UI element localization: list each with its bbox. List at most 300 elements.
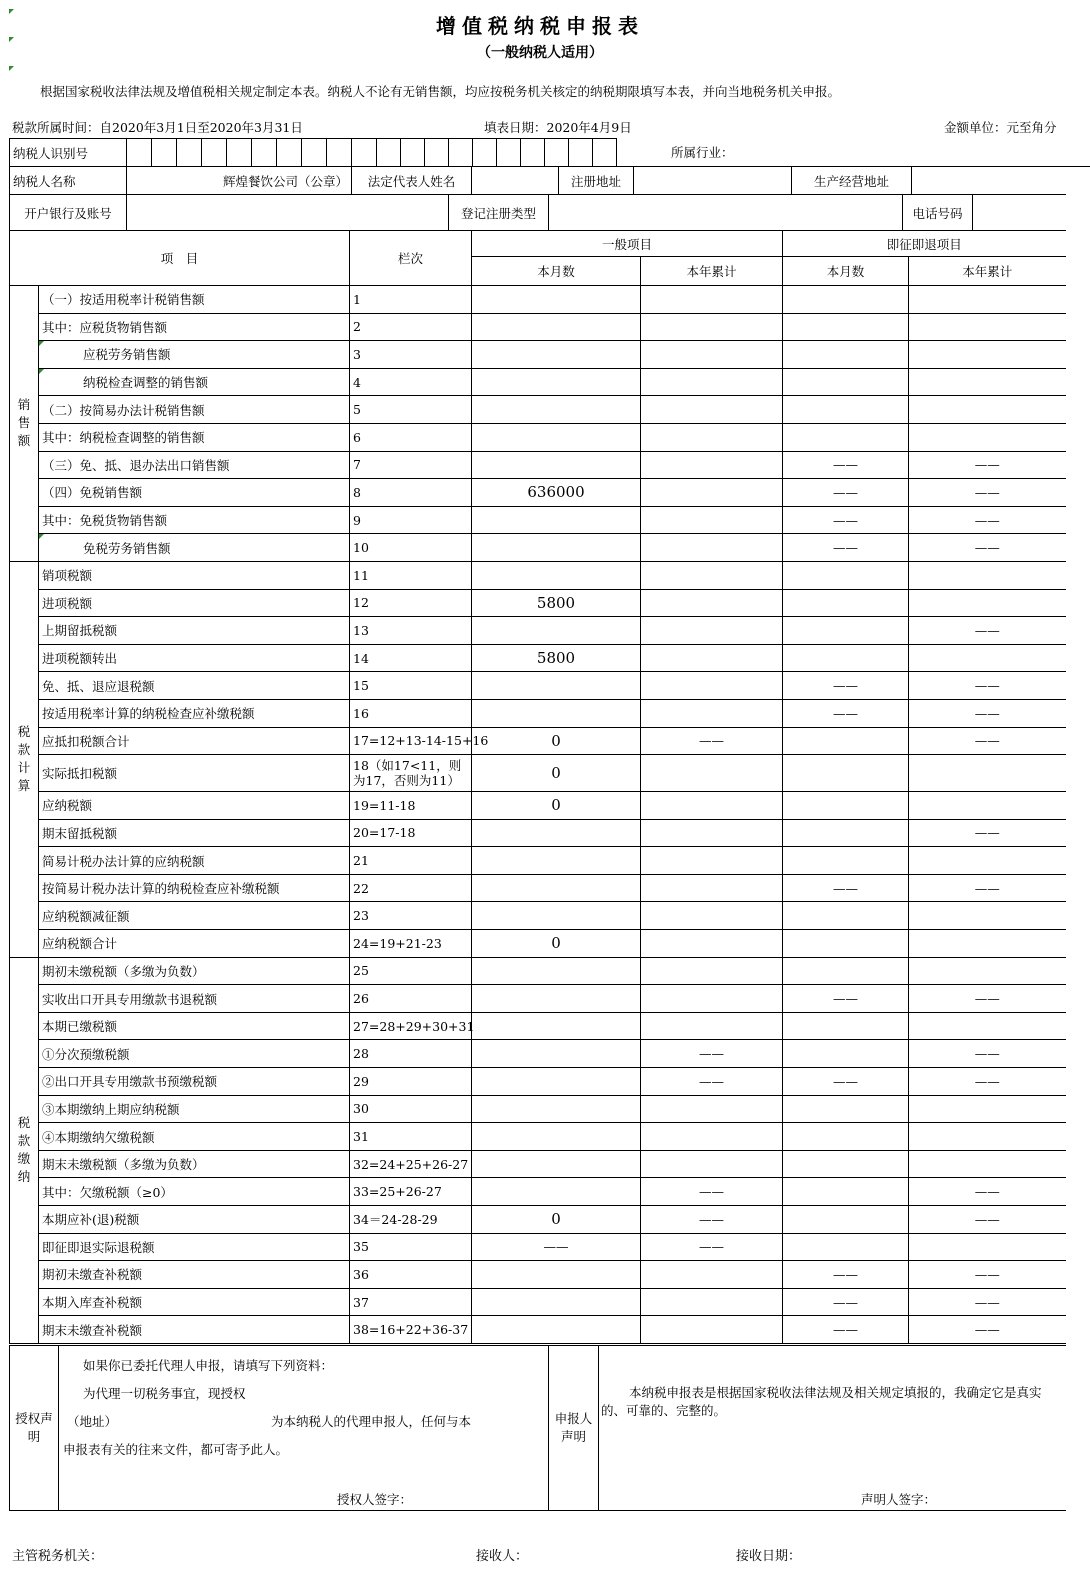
general-year-cell[interactable] xyxy=(641,1261,783,1289)
row-item-label: 进项税额 xyxy=(39,589,350,617)
immediate-month-cell: —— xyxy=(783,506,909,534)
immediate-year-cell: —— xyxy=(909,819,1066,847)
table-row xyxy=(10,699,1066,727)
immediate-year-cell[interactable] xyxy=(909,368,1066,396)
auth-line-1: 如果你已委托代理人申报，请填写下列资料： xyxy=(83,1358,334,1373)
general-year-cell[interactable] xyxy=(641,396,783,424)
general-year-cell: —— xyxy=(641,1206,783,1234)
table-row xyxy=(10,341,1066,369)
row-line-number: 23 xyxy=(350,902,472,930)
row-item-label: 应纳税额 xyxy=(39,792,350,820)
table-row xyxy=(10,1178,1066,1206)
general-header: 一般项目 xyxy=(472,231,783,257)
row-item-label: （一）按适用税率计税销售额 xyxy=(39,286,350,314)
taxpayer-id-label: 纳税人识别号 xyxy=(10,139,127,167)
auth-declaration-box xyxy=(59,1346,549,1511)
immediate-year-cell[interactable] xyxy=(909,1012,1066,1040)
auth-line-2: 为代理一切税务事宜，现授权 xyxy=(83,1386,246,1401)
general-year-cell[interactable] xyxy=(641,792,783,820)
immediate-year-cell: —— xyxy=(909,1261,1066,1289)
general-year-cell[interactable] xyxy=(641,1123,783,1151)
industry-label: 所属行业： xyxy=(671,145,734,161)
immediate-month-cell[interactable] xyxy=(783,644,909,672)
row-line-number: 9 xyxy=(350,506,472,534)
row-line-number: 4 xyxy=(350,368,472,396)
general-month-cell: —— xyxy=(472,1233,641,1261)
immediate-year-cell: —— xyxy=(909,874,1066,902)
applicant-text: 本纳税申报表是根据国家税收法律法规及相关规定填报的，我确定它是真实的、可靠的、完整的。 xyxy=(601,1385,1042,1418)
row-line-number: 33=25+26-27 xyxy=(350,1178,472,1206)
immediate-month-cell: —— xyxy=(783,985,909,1013)
row-item-label: ①分次预缴税额 xyxy=(39,1040,350,1068)
taxpayer-id-digit[interactable] xyxy=(569,139,593,167)
general-month-cell[interactable] xyxy=(472,672,641,700)
immediate-month-cell[interactable] xyxy=(783,286,909,314)
general-month-cell[interactable]: 0 xyxy=(472,930,641,958)
table-row xyxy=(10,561,1066,589)
applicant-declaration-label: 申报人声明 xyxy=(549,1346,599,1511)
taxpayer-id-digit[interactable] xyxy=(152,139,177,167)
row-item-label: 简易计税办法计算的应纳税额 xyxy=(39,847,350,875)
row-line-number: 29 xyxy=(350,1068,472,1096)
row-line-number: 14 xyxy=(350,644,472,672)
immediate-month-cell[interactable] xyxy=(783,423,909,451)
general-year-cell[interactable] xyxy=(641,561,783,589)
general-year-cell[interactable] xyxy=(641,534,783,562)
general-year-cell[interactable] xyxy=(641,506,783,534)
general-year-cell[interactable] xyxy=(641,1012,783,1040)
row-item-label xyxy=(39,368,350,396)
taxpayer-id-digit[interactable] xyxy=(593,139,617,167)
immediate-month-cell[interactable] xyxy=(783,368,909,396)
taxpayer-id-digit[interactable] xyxy=(227,139,252,167)
immediate-year-cell[interactable] xyxy=(909,930,1066,958)
taxpayer-id-digit[interactable] xyxy=(177,139,202,167)
immediate-year-cell[interactable] xyxy=(909,902,1066,930)
row-line-number: 10 xyxy=(350,534,472,562)
general-month-cell[interactable] xyxy=(472,341,641,369)
immediate-month-cell: —— xyxy=(783,874,909,902)
table-row xyxy=(10,985,1066,1013)
cell-mark-icon xyxy=(39,341,44,346)
immediate-year-cell[interactable] xyxy=(909,313,1066,341)
row-item-label: 期末未缴查补税额 xyxy=(39,1316,350,1344)
taxpayer-id-digit[interactable] xyxy=(352,139,377,167)
group-label-calc: 税款计算 xyxy=(10,561,39,957)
general-year-cell[interactable] xyxy=(641,286,783,314)
immediate-year-cell[interactable] xyxy=(909,589,1066,617)
table-row xyxy=(10,1206,1066,1234)
general-year-cell[interactable] xyxy=(641,902,783,930)
taxpayer-id-digit[interactable] xyxy=(127,139,152,167)
immediate-month-cell[interactable] xyxy=(783,792,909,820)
general-year-cell[interactable] xyxy=(641,874,783,902)
immediate-year-cell: —— xyxy=(909,672,1066,700)
general-month-cell[interactable] xyxy=(472,985,641,1013)
row-line-number: 12 xyxy=(350,589,472,617)
immediate-month-cell: —— xyxy=(783,534,909,562)
immediate-month-cell[interactable] xyxy=(783,755,909,792)
row-item-label: 其中：免税货物销售额 xyxy=(39,506,350,534)
general-month-cell[interactable] xyxy=(472,534,641,562)
general-month-cell[interactable] xyxy=(472,561,641,589)
auth-address-label: （地址） xyxy=(67,1414,118,1429)
general-year-cell[interactable] xyxy=(641,1150,783,1178)
row-line-number: 36 xyxy=(350,1261,472,1289)
immediate-month-cell: —— xyxy=(783,1288,909,1316)
row-item-label: 应纳税额合计 xyxy=(39,930,350,958)
general-year-cell[interactable] xyxy=(641,423,783,451)
general-month-cell[interactable]: 0 xyxy=(472,792,641,820)
general-month-cell[interactable] xyxy=(472,1316,641,1344)
row-line-number: 38=16+22+36-37 xyxy=(350,1316,472,1344)
form-title: 增值税纳税申报表 xyxy=(436,14,644,38)
general-year-cell[interactable] xyxy=(641,755,783,792)
immediate-month-cell: —— xyxy=(783,1068,909,1096)
auth-signature[interactable]: 授权人签字： xyxy=(337,1492,413,1507)
general-month-cell[interactable] xyxy=(472,368,641,396)
immediate-month-cell[interactable] xyxy=(783,930,909,958)
immediate-month-cell[interactable] xyxy=(783,1206,909,1234)
general-month-cell[interactable] xyxy=(472,617,641,645)
immediate-year-cell: —— xyxy=(909,451,1066,479)
row-item-label: 实收出口开具专用缴款书退税额 xyxy=(39,985,350,1013)
general-year-cell[interactable] xyxy=(641,819,783,847)
table-row xyxy=(10,1123,1066,1151)
row-item-label: 期初未缴查补税额 xyxy=(39,1261,350,1289)
general-month-cell[interactable] xyxy=(472,1040,641,1068)
general-year-cell[interactable] xyxy=(641,1095,783,1123)
row-line-number: 11 xyxy=(350,561,472,589)
taxpayer-id-digit[interactable] xyxy=(202,139,227,167)
biz-address-input[interactable] xyxy=(912,167,1066,195)
general-year-cell: —— xyxy=(641,1068,783,1096)
immediate-year-cell[interactable] xyxy=(909,755,1066,792)
immediate-year-cell: —— xyxy=(909,1040,1066,1068)
row-line-number: 21 xyxy=(350,847,472,875)
reg-type-input[interactable] xyxy=(549,195,903,231)
general-month-cell[interactable] xyxy=(472,902,641,930)
immediate-month-cell[interactable] xyxy=(783,617,909,645)
phone-label: 电话号码 xyxy=(903,195,973,231)
table-row xyxy=(10,957,1066,985)
taxpayer-id-digit[interactable] xyxy=(377,139,401,167)
row-line-number: 16 xyxy=(350,699,472,727)
immediate-month-cell[interactable] xyxy=(783,957,909,985)
taxpayer-id-digit[interactable] xyxy=(277,139,302,167)
row-item-label: 应纳税额减征额 xyxy=(39,902,350,930)
general-year-cell[interactable] xyxy=(641,341,783,369)
immediate-month-cell[interactable] xyxy=(783,396,909,424)
row-line-number: 31 xyxy=(350,1123,472,1151)
table-row xyxy=(10,368,1066,396)
general-month-cell[interactable] xyxy=(472,451,641,479)
bank-label: 开户银行及账号 xyxy=(10,195,127,231)
tax-authority: 主管税务机关： xyxy=(12,1549,104,1564)
general-year-cell[interactable] xyxy=(641,313,783,341)
table-row xyxy=(10,1012,1066,1040)
immediate-year-cell[interactable] xyxy=(909,561,1066,589)
immediate-year-cell[interactable] xyxy=(909,644,1066,672)
row-line-number: 7 xyxy=(350,451,472,479)
immediate-month-cell[interactable] xyxy=(783,561,909,589)
row-line-number: 1 xyxy=(350,286,472,314)
immediate-year-cell[interactable] xyxy=(909,847,1066,875)
table-row xyxy=(10,534,1066,562)
taxpayer-id-digit[interactable] xyxy=(449,139,473,167)
table-row xyxy=(10,506,1066,534)
row-item-label: 期末未缴税额（多缴为负数） xyxy=(39,1150,350,1178)
immediate-month-cell[interactable] xyxy=(783,1012,909,1040)
general-month-header: 本月数 xyxy=(472,257,641,286)
row-item-label: 其中：欠缴税额（≥0） xyxy=(39,1178,350,1206)
table-row xyxy=(10,286,1066,314)
row-item-label xyxy=(39,341,350,369)
row-item-text: 应税劳务销售额 xyxy=(83,347,171,363)
table-row xyxy=(10,617,1066,645)
row-line-number: 37 xyxy=(350,1288,472,1316)
applicant-declaration-box xyxy=(599,1346,1066,1511)
taxpayer-id-digit[interactable] xyxy=(327,139,352,167)
tax-period: 税款所属时间：自2020年3月1日至2020年3月31日 xyxy=(12,120,303,135)
general-month-cell[interactable] xyxy=(472,1288,641,1316)
biz-address-label: 生产经营地址 xyxy=(792,167,912,195)
receiver: 接收人： xyxy=(476,1549,529,1564)
immediate-month-cell: —— xyxy=(783,479,909,507)
row-line-number: 34＝24-28-29 xyxy=(350,1206,472,1234)
item-header: 项 目 xyxy=(10,231,350,286)
cell-mark-icon xyxy=(39,369,44,374)
row-item-label: ④本期缴纳欠缴税额 xyxy=(39,1123,350,1151)
immediate-year-cell[interactable] xyxy=(909,1095,1066,1123)
immediate-month-cell[interactable] xyxy=(783,819,909,847)
general-year-cell[interactable] xyxy=(641,672,783,700)
general-month-cell[interactable] xyxy=(472,957,641,985)
bank-info-table xyxy=(9,194,1066,231)
row-line-number: 8 xyxy=(350,479,472,507)
general-month-cell[interactable] xyxy=(472,396,641,424)
group-label-payment: 税款缴纳 xyxy=(10,957,39,1343)
row-item-label: 实际抵扣税额 xyxy=(39,755,350,792)
row-item-label: ②出口开具专用缴款书预缴税额 xyxy=(39,1068,350,1096)
general-month-cell[interactable] xyxy=(472,1261,641,1289)
form-subtitle: （一般纳税人适用） xyxy=(477,45,603,61)
auth-line-4: 申报表有关的往来文件，都可寄予此人。 xyxy=(63,1442,289,1457)
row-item-label xyxy=(39,534,350,562)
immediate-month-cell[interactable] xyxy=(783,1178,909,1206)
taxpayer-id-digit[interactable] xyxy=(425,139,449,167)
general-year-cell[interactable] xyxy=(641,589,783,617)
immediate-year-cell: —— xyxy=(909,727,1066,755)
general-month-cell[interactable] xyxy=(472,819,641,847)
table-row xyxy=(10,792,1066,820)
general-month-cell[interactable] xyxy=(472,699,641,727)
row-line-number: 27=28+29+30+31 xyxy=(350,1012,472,1040)
row-line-number: 25 xyxy=(350,957,472,985)
immediate-year-cell[interactable] xyxy=(909,1233,1066,1261)
immediate-month-cell[interactable] xyxy=(783,313,909,341)
cell-mark-icon xyxy=(39,534,44,539)
table-row xyxy=(10,874,1066,902)
general-year-cell[interactable] xyxy=(641,479,783,507)
general-month-cell[interactable]: 0 xyxy=(472,1206,641,1234)
general-month-cell[interactable]: 5800 xyxy=(472,589,641,617)
row-item-label: 期末留抵税额 xyxy=(39,819,350,847)
table-row xyxy=(10,930,1066,958)
general-year-cell[interactable] xyxy=(641,617,783,645)
immediate-month-cell[interactable] xyxy=(783,589,909,617)
row-item-label: 本期应补(退)税额 xyxy=(39,1206,350,1234)
general-year-cell: —— xyxy=(641,1178,783,1206)
general-year-cell[interactable] xyxy=(641,368,783,396)
tax-return-table xyxy=(9,230,1066,1344)
general-year-cell[interactable] xyxy=(641,930,783,958)
legal-rep-input[interactable] xyxy=(472,167,559,195)
general-month-cell[interactable] xyxy=(472,286,641,314)
row-item-label: 应抵扣税额合计 xyxy=(39,727,350,755)
general-year-cell: —— xyxy=(641,1233,783,1261)
immediate-year-cell[interactable] xyxy=(909,341,1066,369)
immediate-year-cell: —— xyxy=(909,617,1066,645)
general-month-cell[interactable]: 0 xyxy=(472,727,641,755)
table-row xyxy=(10,644,1066,672)
row-item-label: （四）免税销售额 xyxy=(39,479,350,507)
legal-rep-label: 法定代表人姓名 xyxy=(352,167,472,195)
industry-field[interactable] xyxy=(617,139,1090,167)
row-item-text: 纳税检查调整的销售额 xyxy=(83,375,209,391)
immediate-year-cell[interactable] xyxy=(909,423,1066,451)
taxpayer-id-digit[interactable] xyxy=(302,139,327,167)
auth-line-3: 为本纳税人的代理申报人，任何与本 xyxy=(271,1414,472,1429)
row-item-label: （三）免、抵、退办法出口销售额 xyxy=(39,451,350,479)
taxpayer-id-digit[interactable] xyxy=(473,139,497,167)
immediate-year-cell[interactable] xyxy=(909,957,1066,985)
general-year-cell[interactable] xyxy=(641,644,783,672)
immediate-month-cell[interactable] xyxy=(783,902,909,930)
immediate-year-cell: —— xyxy=(909,985,1066,1013)
general-year-cell[interactable] xyxy=(641,1288,783,1316)
row-item-label: 其中：应税货物销售额 xyxy=(39,313,350,341)
immediate-year-cell: —— xyxy=(909,1316,1066,1344)
immediate-year-cell[interactable] xyxy=(909,1150,1066,1178)
phone-input[interactable] xyxy=(973,195,1066,231)
general-year-header: 本年累计 xyxy=(641,257,783,286)
bank-input[interactable] xyxy=(127,195,449,231)
form-intro: 根据国家税收法律法规及增值税相关规定制定本表。纳税人不论有无销售额，均应按税务机关核定的纳税期限填写本表，并向当地税务机关申报。 xyxy=(40,84,841,99)
taxpayer-id-digit[interactable] xyxy=(545,139,569,167)
taxpayer-id-digit[interactable] xyxy=(521,139,545,167)
immediate-year-cell: —— xyxy=(909,479,1066,507)
immediate-month-cell[interactable] xyxy=(783,1233,909,1261)
general-year-cell[interactable] xyxy=(641,699,783,727)
row-line-number: 17=12+13-14-15+16 xyxy=(350,727,472,755)
immediate-month-cell[interactable] xyxy=(783,847,909,875)
general-month-cell[interactable] xyxy=(472,874,641,902)
immediate-month-cell[interactable] xyxy=(783,1040,909,1068)
row-line-number: 13 xyxy=(350,617,472,645)
general-month-cell[interactable] xyxy=(472,1123,641,1151)
immediate-year-cell[interactable] xyxy=(909,1123,1066,1151)
row-line-number: 18（如17<11，则为17，否则为11） xyxy=(350,755,472,792)
table-row xyxy=(10,313,1066,341)
table-row xyxy=(10,1068,1066,1096)
immediate-year-cell[interactable] xyxy=(909,792,1066,820)
table-row xyxy=(10,589,1066,617)
row-item-label: 本期已缴税额 xyxy=(39,1012,350,1040)
table-row xyxy=(10,479,1066,507)
immediate-year-cell: —— xyxy=(909,1288,1066,1316)
taxpayer-id-digit[interactable] xyxy=(497,139,521,167)
table-row xyxy=(10,1233,1066,1261)
immediate-year-cell[interactable] xyxy=(909,286,1066,314)
reg-address-input[interactable] xyxy=(634,167,792,195)
general-month-cell[interactable] xyxy=(472,847,641,875)
general-year-cell[interactable] xyxy=(641,1316,783,1344)
general-month-cell[interactable] xyxy=(472,1178,641,1206)
immediate-month-header: 本月数 xyxy=(783,257,909,286)
immediate-month-cell[interactable] xyxy=(783,1095,909,1123)
immediate-month-cell: —— xyxy=(783,1316,909,1344)
row-item-label: 期初未缴税额（多缴为负数） xyxy=(39,957,350,985)
general-year-cell[interactable] xyxy=(641,451,783,479)
taxpayer-id-digit[interactable] xyxy=(401,139,425,167)
row-line-number: 5 xyxy=(350,396,472,424)
row-line-number: 28 xyxy=(350,1040,472,1068)
row-line-number: 15 xyxy=(350,672,472,700)
general-year-cell[interactable] xyxy=(641,985,783,1013)
general-month-cell[interactable]: 0 xyxy=(472,755,641,792)
immediate-month-cell[interactable] xyxy=(783,1150,909,1178)
table-row xyxy=(10,902,1066,930)
fill-date: 填表日期：2020年4月9日 xyxy=(484,120,632,135)
general-month-cell[interactable] xyxy=(472,313,641,341)
row-item-label: 上期留抵税额 xyxy=(39,617,350,645)
row-item-label: ③本期缴纳上期应纳税额 xyxy=(39,1095,350,1123)
row-line-number: 2 xyxy=(350,313,472,341)
row-item-label: 其中：纳税检查调整的销售额 xyxy=(39,423,350,451)
general-month-cell[interactable] xyxy=(472,1095,641,1123)
table-row xyxy=(10,1261,1066,1289)
general-year-cell[interactable] xyxy=(641,847,783,875)
amount-unit: 金额单位：元至角分 xyxy=(944,120,1057,135)
row-item-label: 本期入库查补税额 xyxy=(39,1288,350,1316)
declaration-table xyxy=(9,1345,1066,1511)
immediate-month-cell[interactable] xyxy=(783,727,909,755)
general-month-cell[interactable] xyxy=(472,1150,641,1178)
reg-type-label: 登记注册类型 xyxy=(449,195,549,231)
row-item-label: 免、抵、退应退税额 xyxy=(39,672,350,700)
immediate-year-cell[interactable] xyxy=(909,396,1066,424)
row-line-number: 30 xyxy=(350,1095,472,1123)
general-month-cell[interactable] xyxy=(472,1012,641,1040)
general-month-cell[interactable] xyxy=(472,506,641,534)
table-row xyxy=(10,847,1066,875)
row-line-number: 35 xyxy=(350,1233,472,1261)
applicant-signature[interactable]: 声明人签字： xyxy=(861,1492,937,1507)
taxpayer-name-value[interactable]: 辉煌餐饮公司（公章） xyxy=(127,167,352,195)
row-item-label: 进项税额转出 xyxy=(39,644,350,672)
taxpayer-id-digit[interactable] xyxy=(252,139,277,167)
immediate-year-cell: —— xyxy=(909,534,1066,562)
row-line-number: 6 xyxy=(350,423,472,451)
general-month-cell[interactable] xyxy=(472,423,641,451)
general-year-cell[interactable] xyxy=(641,957,783,985)
immediate-month-cell[interactable] xyxy=(783,341,909,369)
immediate-month-cell[interactable] xyxy=(783,1123,909,1151)
general-month-cell[interactable]: 636000 xyxy=(472,479,641,507)
general-month-cell[interactable] xyxy=(472,1068,641,1096)
general-month-cell[interactable]: 5800 xyxy=(472,644,641,672)
